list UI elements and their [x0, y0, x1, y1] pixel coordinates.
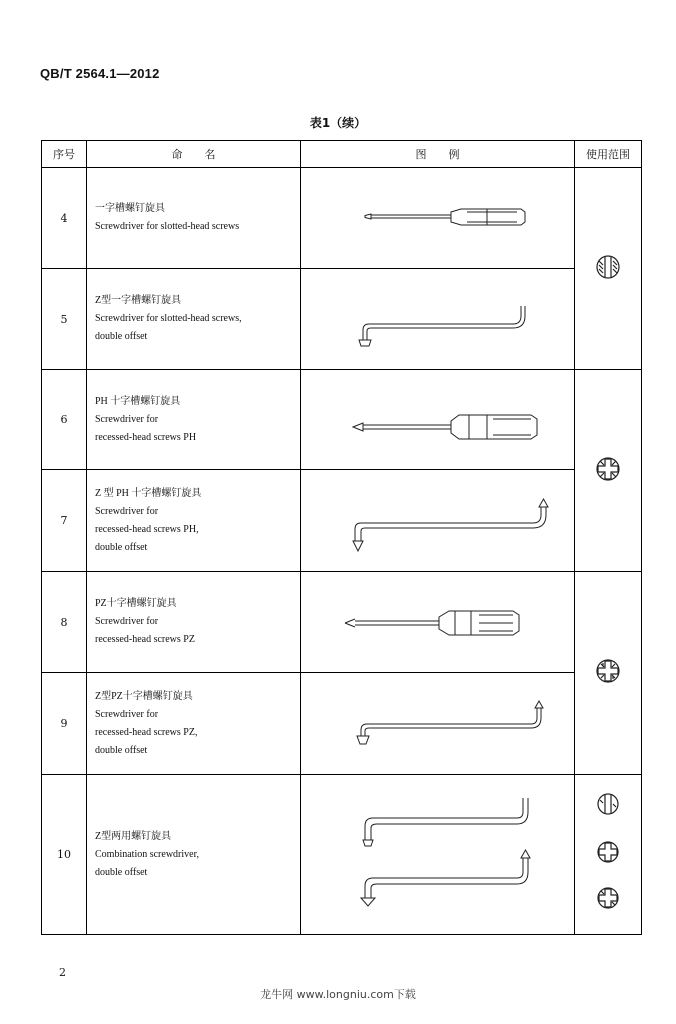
download-footer: 龙牛网 www.longniu.com下载	[260, 988, 416, 1001]
figure-cell	[301, 269, 575, 370]
row-number: 4	[42, 168, 87, 269]
name-en-line: double offset	[95, 541, 148, 553]
name-en-line: double offset	[95, 331, 148, 342]
figure-cell	[301, 168, 575, 269]
tool-table	[41, 140, 642, 935]
name-en-line: double offset	[95, 744, 148, 756]
straight-slotted-screwdriver-icon	[303, 169, 573, 268]
figure-cell	[301, 572, 575, 673]
col-header-figure: 图 例	[301, 141, 575, 168]
slotted-screw-head-icon	[593, 252, 623, 282]
ph-cross-recess-screw-head-icon	[593, 454, 623, 484]
name-en-line: recessed-head screws PZ,	[95, 726, 198, 738]
table-row	[42, 775, 642, 935]
name-zh: Z 型 PH 十字槽螺钉旋具	[95, 487, 202, 499]
table-header-row	[42, 141, 642, 168]
name-zh: Z型两用螺钉旋具	[95, 830, 172, 842]
name-zh: PZ十字槽螺钉旋具	[95, 598, 177, 609]
table-row	[42, 470, 642, 572]
figure-cell	[301, 370, 575, 470]
name-en-line: recessed-head screws PH	[95, 431, 197, 443]
offset-ph-screwdriver-icon	[303, 471, 573, 571]
page-number: 2	[59, 966, 66, 979]
figure-cell	[301, 673, 575, 775]
row-number: 9	[42, 673, 87, 775]
row-name	[87, 470, 301, 572]
figure-cell	[301, 775, 575, 935]
table-row	[42, 572, 642, 673]
table-row	[42, 370, 642, 470]
combination-screwdriver-icon	[303, 776, 573, 934]
name-zh: Z型PZ十字槽螺钉旋具	[95, 690, 193, 702]
col-header-name: 命 名	[87, 141, 301, 168]
name-en-line: Screwdriver for slotted-head screws	[95, 221, 240, 232]
usage-cell	[575, 572, 642, 775]
table-row	[42, 673, 642, 775]
name-en-line: double offset	[95, 866, 148, 878]
row-name	[87, 572, 301, 673]
name-zh: Z型一字槽螺钉旋具	[95, 295, 182, 306]
row-name	[87, 775, 301, 935]
figure-cell	[301, 470, 575, 572]
name-zh: PH 十字槽螺钉旋具	[95, 395, 181, 407]
table-row	[42, 269, 642, 370]
name-en-line: Screwdriver for	[95, 505, 159, 517]
table-row	[42, 168, 642, 269]
usage-cell	[575, 168, 642, 370]
col-header-usage: 使用范围	[575, 141, 642, 168]
straight-pz-screwdriver-icon	[303, 573, 573, 672]
name-en-line: recessed-head screws PZ	[95, 634, 195, 645]
standard-number: QB/T 2564.1—2012	[40, 66, 160, 81]
row-number: 10	[42, 775, 87, 935]
combination-screw-heads-icon	[593, 778, 623, 928]
name-en-line: Screwdriver for	[95, 413, 159, 425]
usage-cell	[575, 775, 642, 935]
pz-cross-recess-screw-head-icon	[593, 656, 623, 686]
name-en-line: Screwdriver for slotted-head screws,	[95, 313, 242, 324]
straight-ph-screwdriver-icon	[303, 371, 573, 469]
row-number: 5	[42, 269, 87, 370]
name-en-line: recessed-head screws PH,	[95, 523, 199, 535]
name-zh: 一字槽螺钉旋具	[95, 203, 165, 214]
usage-cell	[575, 370, 642, 572]
offset-slotted-screwdriver-icon	[303, 270, 573, 369]
row-name	[87, 673, 301, 775]
row-name	[87, 370, 301, 470]
offset-pz-screwdriver-icon	[303, 674, 573, 774]
row-name	[87, 269, 301, 370]
row-number: 8	[42, 572, 87, 673]
row-number: 6	[42, 370, 87, 470]
row-number: 7	[42, 470, 87, 572]
col-header-no: 序号	[42, 141, 87, 168]
name-en-line: Screwdriver for	[95, 708, 159, 720]
name-en-line: Combination screwdriver,	[95, 848, 200, 860]
name-en-line: Screwdriver for	[95, 616, 159, 627]
table-caption: 表1（续）	[309, 116, 367, 130]
row-name	[87, 168, 301, 269]
